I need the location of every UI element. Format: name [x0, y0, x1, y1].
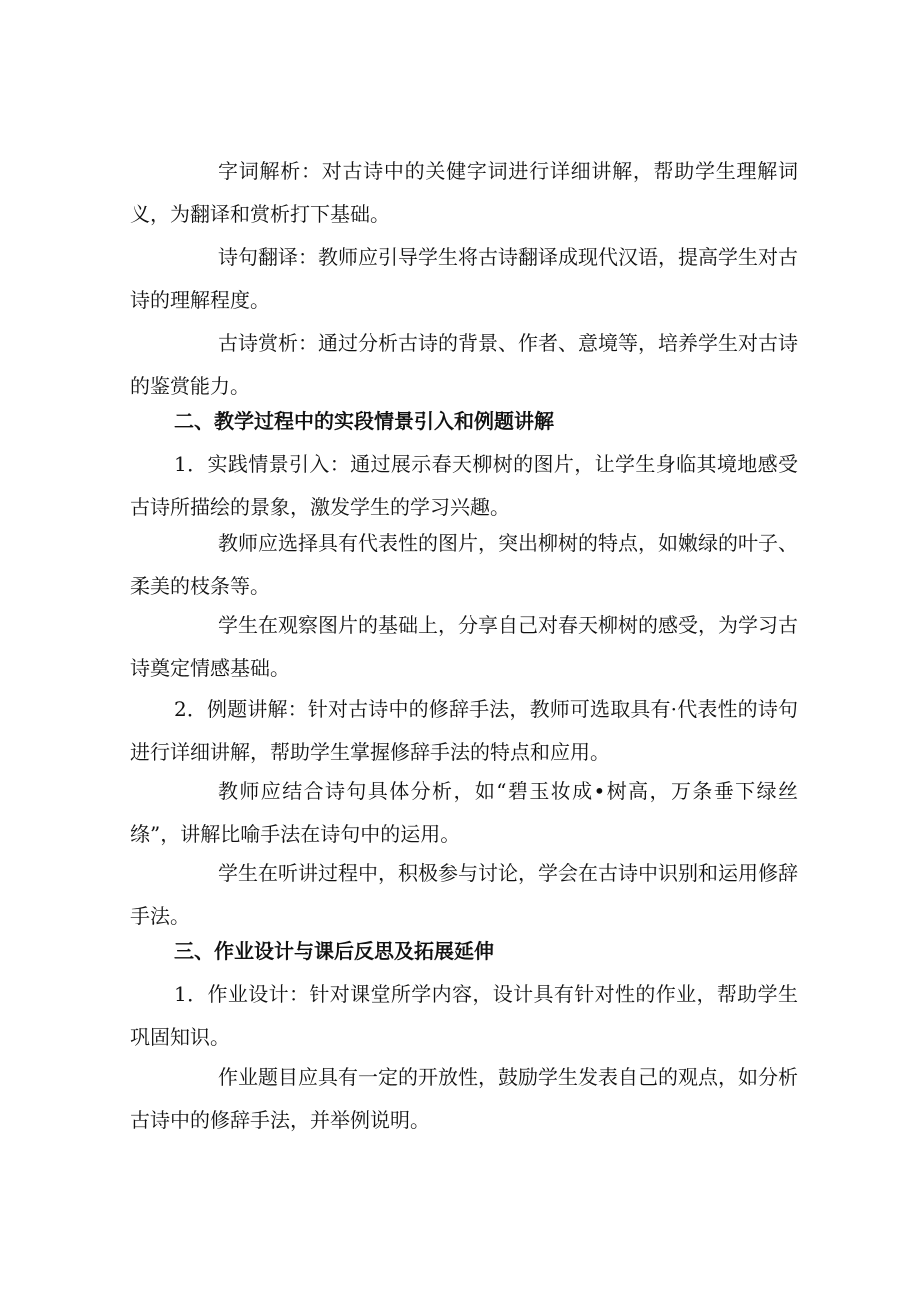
section-heading-2: 二、教学过程中的实段情景引入和例题讲解: [174, 409, 554, 433]
paragraph-scene-intro: 1．实践情景引入：通过展示春天柳树的图片，让学生身临其境地感受古诗所描绘的景象，激发学生的学习兴趣。: [130, 452, 798, 519]
paragraph-example-explanation: 2．例题讲解：针对古诗中的修辞手法，教师可选取具有·代表性的诗句进行详细讲解，帮助学生掌握修辞手法的特点和应用。: [130, 697, 798, 764]
paragraph-poem-appreciation: 古诗赏析：通过分析古诗的背景、作者、意境等，培养学生对古诗的鉴赏能力。: [130, 331, 798, 398]
section-heading-3: 三、作业设计与课后反思及拓展延伸: [174, 939, 494, 963]
paragraph-word-analysis: 字词解析：对古诗中的关健字词进行详细讲解，帮助学生理解词义，为翻译和赏析打下基础。: [130, 159, 798, 226]
paragraph-homework-design: 1．作业设计：针对课堂所学内容，设计具有针对性的作业，帮助学生巩固知识。: [130, 982, 798, 1049]
paragraph-share-feelings: 学生在观察图片的基础上，分享自己对春天柳树的感受，为学习古诗奠定情感基础。: [130, 613, 798, 680]
paragraph-line-translation: 诗句翻译：教师应引导学生将古诗翻译成现代汉语，提高学生对古诗的理解程度。: [130, 245, 798, 312]
paragraph-analysis-example: 教师应结合诗句具体分析，如“碧玉妆成•树高，万条垂下绿丝绦”，讲解比喻手法在诗句中的运用。: [130, 779, 798, 846]
paragraph-discussion: 学生在听讲过程中，积极参与讨论，学会在古诗中识别和运用修辞手法。: [130, 861, 798, 928]
paragraph-homework-openness: 作业题目应具有一定的开放性，鼓励学生发表自己的观点，如分析古诗中的修辞手法，并举例说明。: [130, 1065, 798, 1132]
paragraph-choose-pictures: 教师应选择具有代表性的图片，突出柳树的特点，如嫩绿的叶子、柔美的枝条等。: [130, 531, 798, 598]
